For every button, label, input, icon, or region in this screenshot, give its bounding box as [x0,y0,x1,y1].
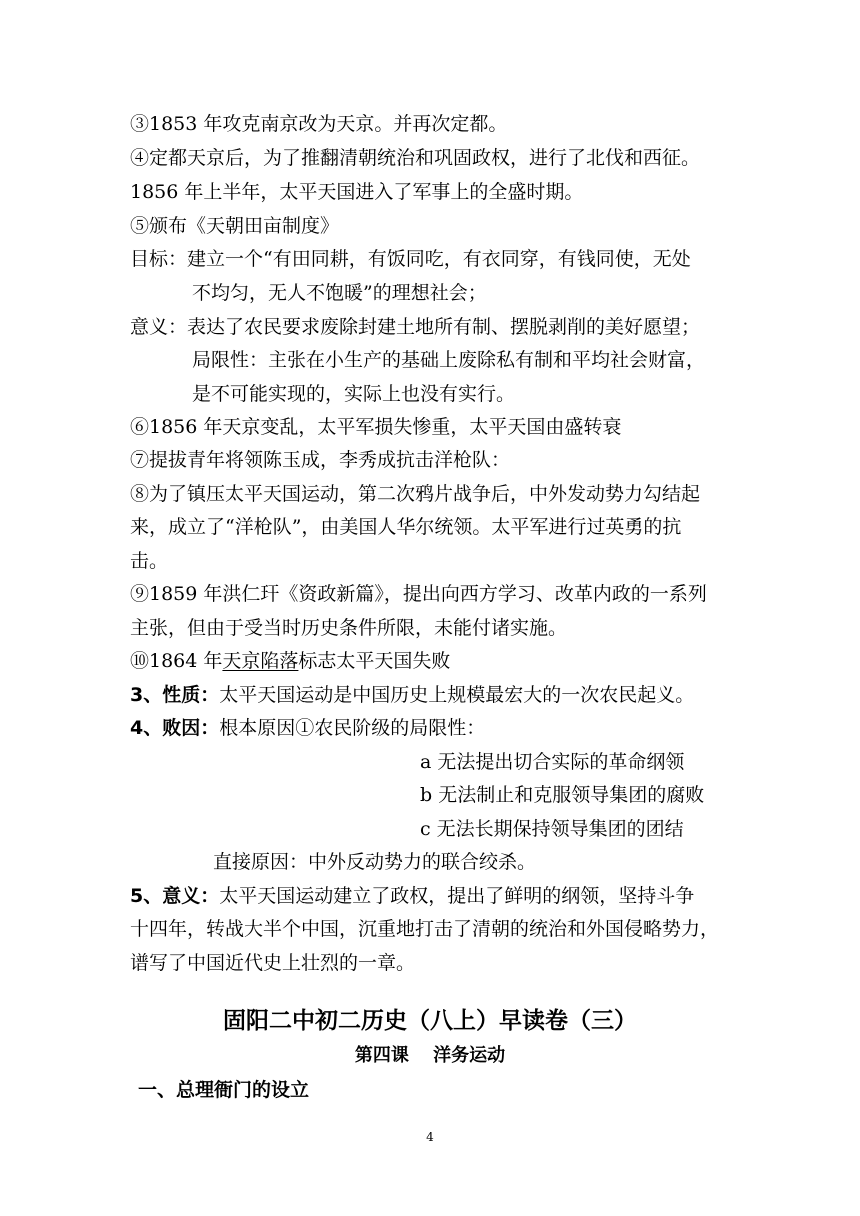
text-line: ⑨1859 年洪仁玕《资政新篇》，提出向西方学习、改革内政的一系列 [130,583,707,605]
underlined-term: 天京陷落 [222,650,299,672]
text-line: 意义：表达了农民要求废除封建土地所有制、摆脱剥削的美好愿望； [130,316,701,338]
text-line: a 无法提出切合实际的革命纲领 [420,751,685,773]
page-number: 4 [426,1130,434,1144]
text-line: 十四年，转战大半个中国，沉重地打击了清朝的统治和外国侵略势力， [130,918,720,940]
text-line: ⑧为了镇压太平天国运动，第二次鸦片战争后，中外发动势力勾结起 [130,483,701,505]
text-line [130,880,694,912]
text-segment: ⑩1864 年 [130,650,223,672]
text-line: 来，成立了“洋枪队”，由美国人华尔统领。太平军进行过英勇的抗 [130,516,682,538]
text-line [130,712,485,744]
text-line: ⑤颁布《天朝田亩制度》 [130,215,340,237]
text-segment: 标志太平天国失败 [298,650,451,672]
text-line: 目标：建立一个“有田同耕，有饭同吃，有衣同穿，有钱同使，无处 [130,248,691,270]
text-line [130,645,450,677]
text-segment: 太平天国运动建立了政权，提出了鲜明的纲领，坚持斗争 [219,885,695,907]
text-line: ③1853 年攻克南京改为天京。并再次定都。 [130,113,508,135]
text-line: 不均匀，无人不饱暖”的理想社会； [192,282,487,304]
text-line: ⑥1856 年天京变乱，太平军损失惨重，太平天国由盛转衰 [130,416,622,438]
section-label: 3、性质： [130,684,220,706]
text-line: 主张，但由于受当时历史条件所限，未能付诸实施。 [130,617,568,639]
text-line: c 无法长期保持领导集团的团结 [420,818,684,840]
document-title: 固阳二中初二历史（八上）早读卷（三） [223,1008,637,1034]
text-line: 局限性：主张在小生产的基础上废除私有制和平均社会财富， [192,349,706,371]
section-label: 4、败因： [130,717,220,739]
text-line: 谱写了中国近代史上壮烈的一章。 [130,952,416,974]
text-line: ④定都天京后，为了推翻清朝统治和巩固政权，进行了北伐和西征。 [130,147,701,169]
text-line: 是不可能实现的，实际上也没有实行。 [192,383,516,405]
section-label: 5、意义： [130,885,220,907]
text-line: 击。 [130,550,169,572]
text-line: 1856 年上半年，太平天国进入了军事上的全盛时期。 [130,181,584,203]
text-segment: 太平天国运动是中国历史上规模最宏大的一次农民起义。 [219,684,695,706]
text-line: b 无法制止和克服领导集团的腐败 [420,784,705,806]
text-line: 直接原因：中外反动势力的联合绞杀。 [213,851,537,873]
lesson-title: 第四课 洋务运动 [354,1045,506,1066]
text-line [130,679,694,711]
section-heading: 一、总理衙门的设立 [138,1079,310,1101]
text-segment: 根本原因①农民阶级的局限性： [219,717,486,739]
text-line: ⑦提拔青年将领陈玉成，李秀成抗击洋枪队： [130,449,511,471]
